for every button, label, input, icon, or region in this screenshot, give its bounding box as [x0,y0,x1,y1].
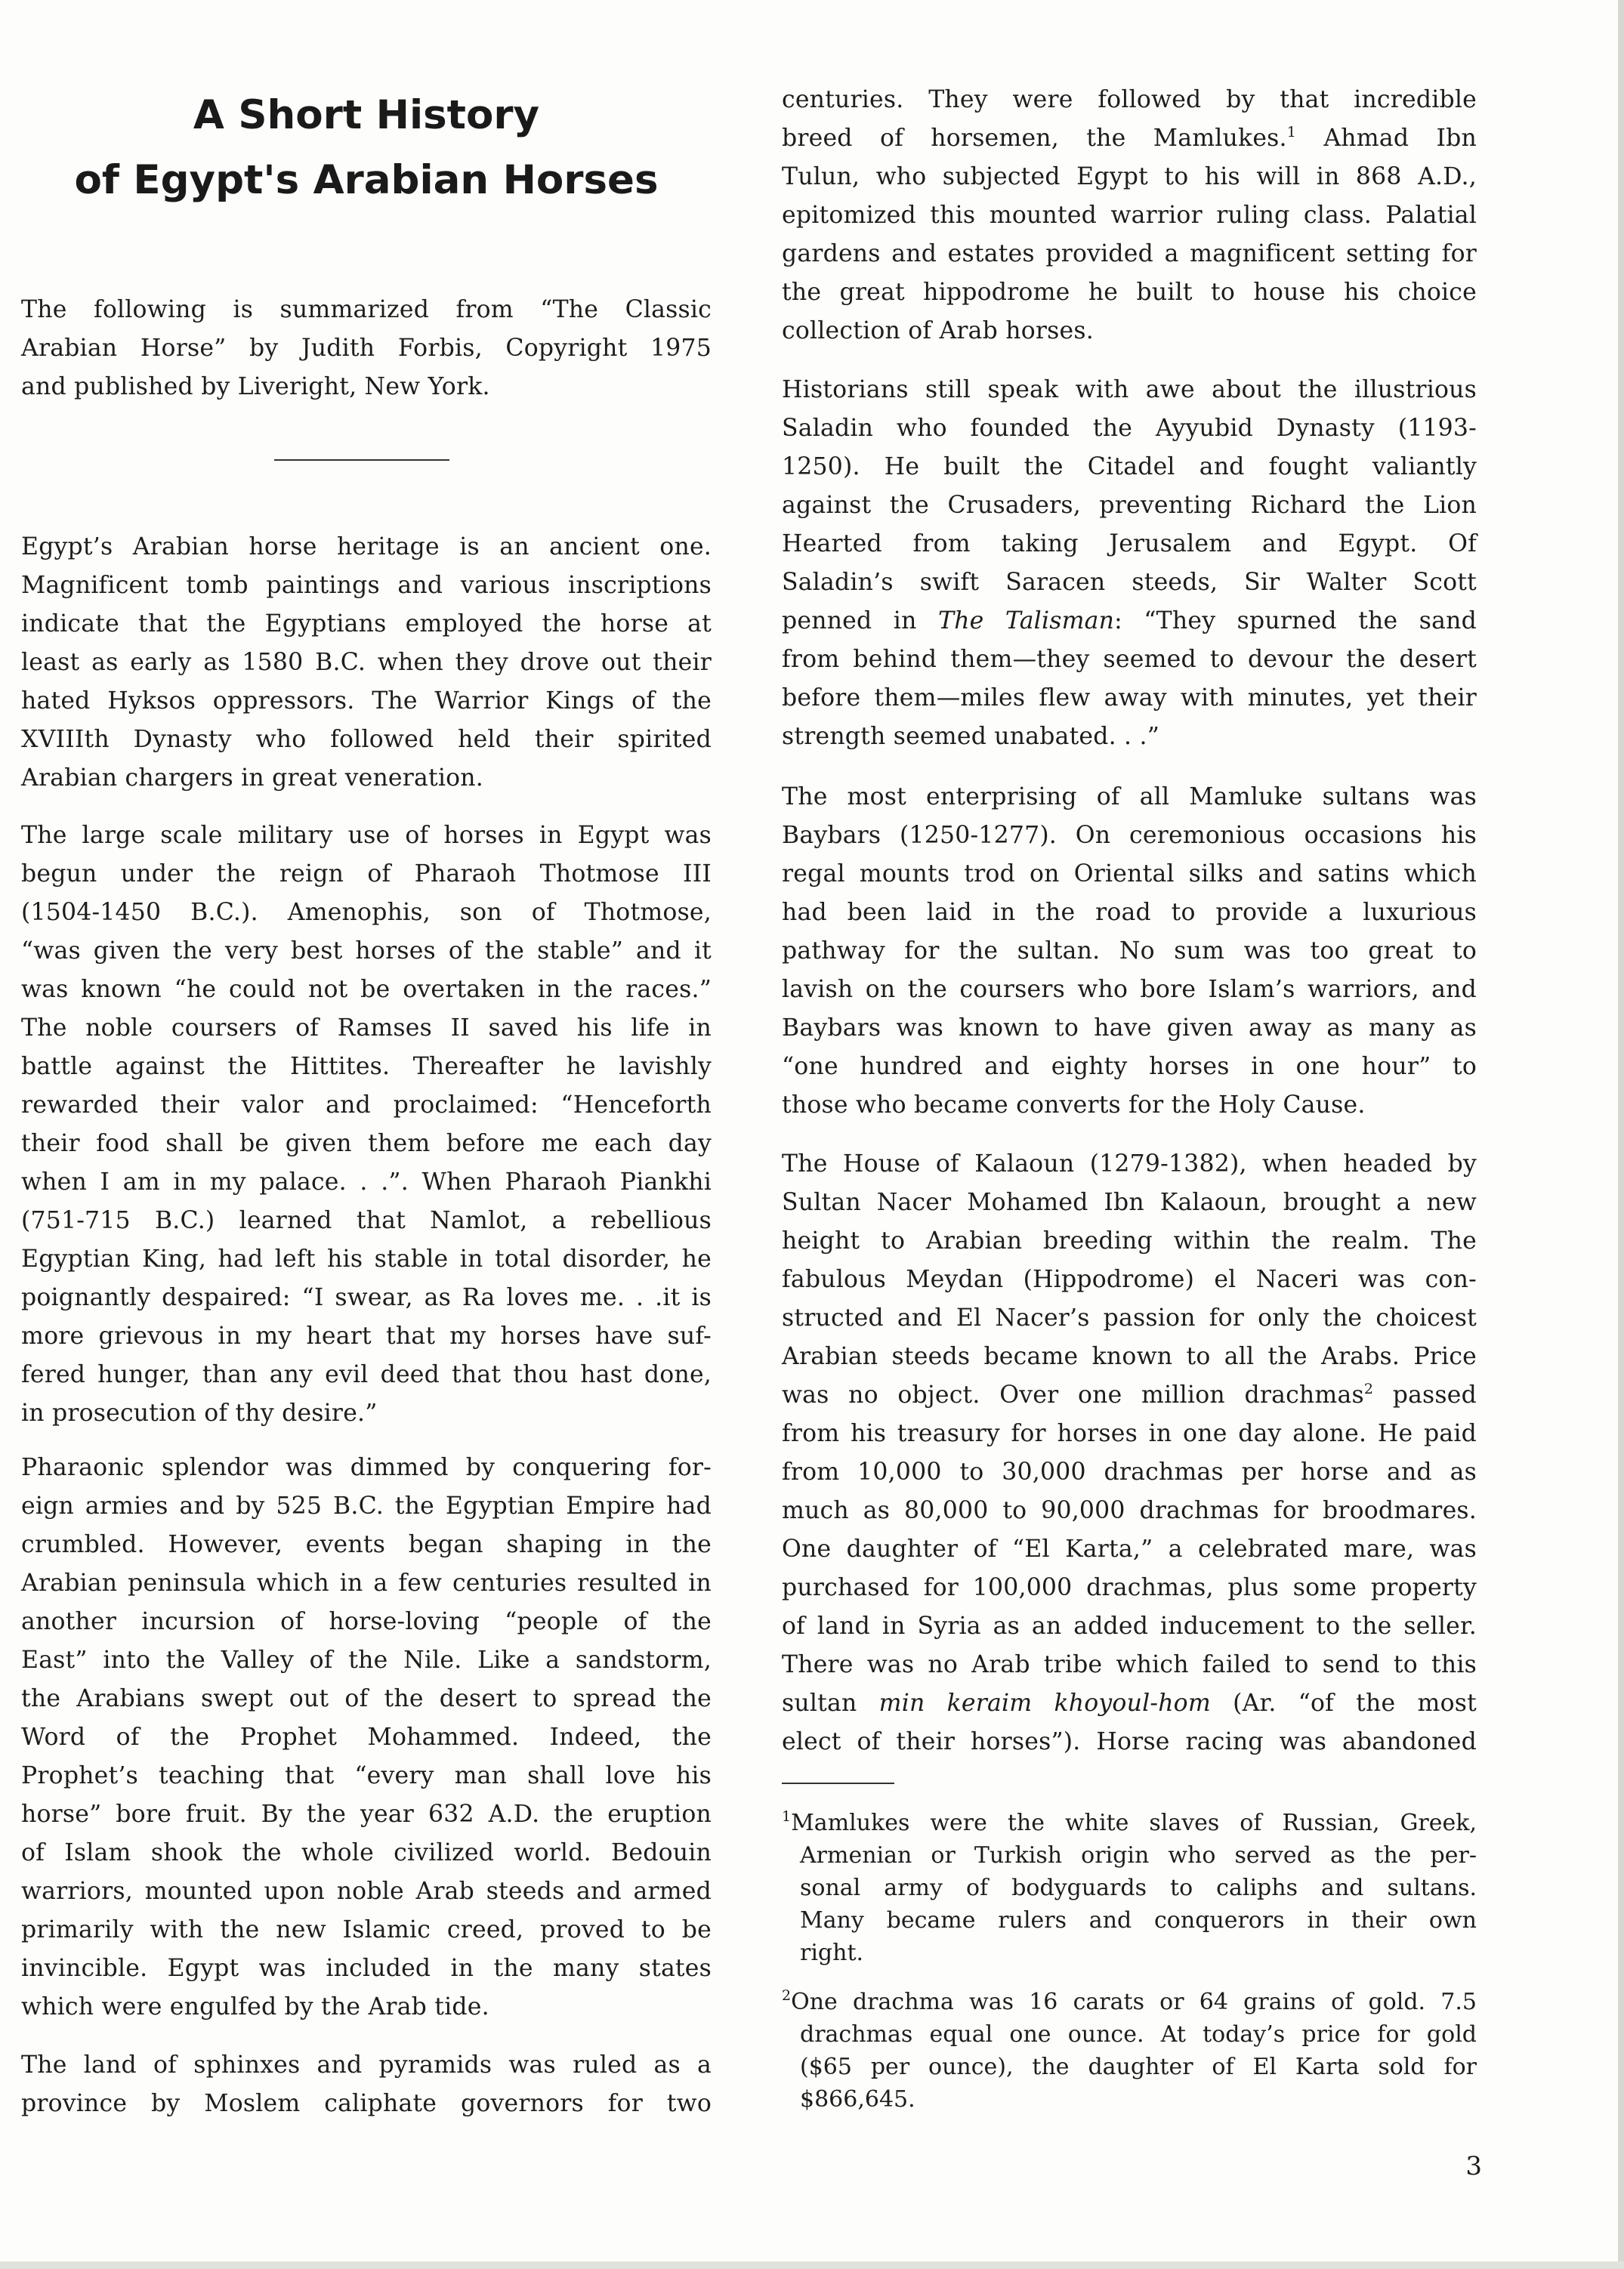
text-line: Armenian or Turkish origin who served as the per- [800,1842,1477,1869]
text-line: gardens and estates provided a magnificent setting for [782,240,1477,267]
text-line: The noble coursers of Ramses II saved his life in [21,1014,712,1042]
text-line: fabulous Meydan (Hippodrome) el Naceri was con- [782,1266,1477,1293]
section-divider [274,459,449,461]
text-line: Egypt’s Arabian horse heritage is an ancient one. [21,533,712,560]
text-line: indicate that the Egyptians employed the horse at [21,610,712,637]
text-line: when I am in my palace. . .”. When Pharaoh Piankhi [21,1168,712,1196]
text-line: Saladin’s swift Saracen steeds, Sir Walter Scott [782,569,1477,596]
paragraph-heritage [21,528,712,798]
text-line: the great hippodrome he built to house his choice [782,279,1477,306]
paragraph-sphinxes [21,2046,712,2123]
text-line: warriors, mounted upon noble Arab steeds and armed [21,1878,712,1905]
text-line: of land in Syria as an added inducement to the seller. [782,1613,1477,1640]
text-line: more grievous in my heart that my horses have suf- [21,1323,712,1350]
paragraph-pharaohs [21,817,712,1433]
text-line: pathway for the sultan. No sum was too great to [782,937,1477,965]
text-line: Prophet’s teaching that “every man shall love his [21,1762,712,1789]
text-line: drachmas equal one ounce. At today’s price for gold [800,2021,1477,2048]
text-line: purchased for 100,000 drachmas, plus some property [782,1574,1477,1601]
text-line: from behind them—they seemed to devour the desert [782,646,1477,673]
text-line: Word of the Prophet Mohammed. Indeed, the [21,1724,712,1751]
title-line-2: of Egypt's Arabian Horses [74,157,659,203]
text-line: The land of sphinxes and pyramids was ruled as a [21,2051,712,2079]
paragraph-baybars [782,778,1477,1125]
text-line: Historians still speak with awe about the illustrious [782,376,1477,403]
text-line: 1250). He built the Citadel and fought valiantly [782,453,1477,480]
text-line: Sultan Nacer Mohamed Ibn Kalaoun, brought a new [782,1189,1477,1216]
text-line: province by Moslem caliphate governors for two [21,2090,712,2117]
text-line: had been laid in the road to provide a luxurious [782,899,1477,926]
text-line: regal mounts trod on Oriental silks and satins which [782,860,1477,888]
arabic-phrase: min keraim khoyoul-hom [878,1690,1211,1717]
text-line [782,1986,1477,2018]
text-line: poignantly despaired: “I swear, as Ra loves me. . .it is [21,1284,712,1311]
text-line: from 10,000 to 30,000 drachmas per horse and as [782,1459,1477,1486]
text-line: Pharaonic splendor was dimmed by conquering for- [21,1454,712,1481]
text-line: $866,645. [800,2086,915,2113]
text-line: The large scale military use of horses in Egypt was [21,822,712,849]
source-note [21,291,712,406]
text-line: centuries. They were followed by that incredible [782,86,1477,113]
text-line: from his treasury for horses in one day alone. He paid [782,1420,1477,1447]
text-line: right. [800,1940,864,1966]
text-line: The House of Kalaoun (1279-1382), when headed by [782,1150,1477,1178]
page-edge [0,2261,1624,2269]
text-run: Mamlukes were the white slaves of Russian, Greek, [791,1810,1477,1836]
text-line: Arabian Horse” by Judith Forbis, Copyright 1975 [21,335,712,362]
text-line: There was no Arab tribe which failed to send to this [782,1651,1477,1678]
text-line: epitomized this mounted warrior ruling class. Palatial [782,202,1477,229]
text-line: rewarded their valor and proclaimed: “Henceforth [21,1091,712,1119]
text-line: ($65 per ounce), the daughter of El Karta sold for [800,2054,1477,2080]
text-line: their food shall be given them before me each day [21,1130,712,1157]
text-line: The following is summarized from “The Classic [21,296,712,323]
text-run: : “They spurned the sand [1114,607,1477,634]
text-line: strength seemed unabated. . .” [782,723,1160,750]
text-line: lavish on the coursers who bore Islam’s warriors, and [782,976,1477,1003]
text-line: fered hunger, than any evil deed that thou hast done, [21,1361,712,1388]
text-run: was no object. Over one million drachmas [782,1381,1364,1409]
text-line [782,119,1477,158]
text-line: hated Hyksos oppressors. The Warrior Kings of the [21,687,712,715]
text-run: (Ar. “of the most [1210,1690,1477,1717]
footnote-1 [782,1807,1477,1969]
text-line: Many became rulers and conquerors in their own [800,1907,1477,1934]
text-line: much as 80,000 to 90,000 drachmas for broodmares. [782,1497,1477,1524]
text-line: Baybars was known to have given away as many as [782,1014,1477,1042]
text-line: The most enterprising of all Mamluke sultans was [782,783,1477,810]
footnote-divider [782,1783,894,1784]
article-title [21,83,712,213]
text-line: and published by Liveright, New York. [21,373,490,400]
text-line: against the Crusaders, preventing Richard the Lion [782,492,1477,519]
footnote-ref-1[interactable]: 1 [1286,124,1297,140]
text-line: those who became converts for the Holy Cause. [782,1091,1366,1119]
text-line: Egyptian King, had left his stable in total disorder, he [21,1246,712,1273]
text-line: height to Arabian breeding within the realm. The [782,1227,1477,1255]
text-line [782,1684,1477,1723]
text-line [782,602,1477,641]
text-line: Arabian chargers in great veneration. [21,764,484,792]
text-run: One drachma was 16 carats or 64 grains of gold. 7.5 [791,1989,1477,2015]
text-run: sultan [782,1690,879,1717]
text-line: One daughter of “El Karta,” a celebrated mare, was [782,1536,1477,1563]
text-line: crumbled. However, events began shaping in the [21,1531,712,1558]
page-number: 3 [1465,2151,1482,2181]
text-line: XVIIIth Dynasty who followed held their spirited [21,726,712,753]
text-line: (751-715 B.C.) learned that Namlot, a rebellious [21,1207,712,1234]
page-edge [1618,0,1624,2269]
title-line-1: A Short History [193,92,540,138]
text-line: sonal army of bodyguards to caliphs and sultans. [800,1875,1477,1901]
text-line: structed and El Nacer’s passion for only the choicest [782,1304,1477,1332]
text-line: begun under the reign of Pharaoh Thotmose III [21,860,712,888]
text-line: before them—miles flew away with minutes, yet their [782,684,1477,712]
text-line: “was given the very best horses of the stable” and it [21,937,712,965]
text-run: penned in [782,607,938,634]
text-line: Hearted from taking Jerusalem and Egypt. Of [782,530,1477,557]
text-line: of Islam shook the whole civilized world. Bedouin [21,1839,712,1866]
paragraph-saladin [782,371,1477,756]
text-line: Arabian peninsula which in a few centuries resulted in [21,1570,712,1597]
text-line: (1504-1450 B.C.). Amenophis, son of Thotmose, [21,899,712,926]
text-line: Magnificent tomb paintings and various inscriptions [21,572,712,599]
text-line: invincible. Egypt was included in the many states [21,1955,712,1982]
text-line: the Arabians swept out of the desert to spread the [21,1685,712,1712]
text-line: was known “he could not be overtaken in the races.” [21,976,712,1003]
text-run: breed of horsemen, the Mamlukes. [782,125,1287,152]
text-line: Baybars (1250-1277). On ceremonious occasions his [782,822,1477,849]
footnote-ref-2[interactable]: 2 [1363,1381,1374,1397]
text-line: Arabian steeds became known to all the Arabs. Price [782,1343,1477,1370]
text-line: Tulun, who subjected Egypt to his will in 868 A.D., [782,163,1477,190]
text-line: in prosecution of thy desire.” [21,1400,378,1427]
text-line: horse” bore fruit. By the year 632 A.D. the eruption [21,1801,712,1828]
text-line: eign armies and by 525 B.C. the Egyptian Empire had [21,1493,712,1520]
text-line: Saladin who founded the Ayyubid Dynasty (1193- [782,415,1477,442]
footnote-mark: 1 [782,1808,792,1825]
text-line: elect of their horses”). Horse racing was abandoned [782,1728,1477,1755]
text-run: passed [1373,1381,1477,1409]
text-line: “one hundred and eighty horses in one hour” to [782,1053,1477,1080]
book-title: The Talisman [937,607,1115,634]
text-line: East” into the Valley of the Nile. Like a sandstorm, [21,1647,712,1674]
text-line: battle against the Hittites. Thereafter he lavishly [21,1053,712,1080]
text-line: least as early as 1580 B.C. when they drove out their [21,649,712,676]
paragraph-kalaoun [782,1145,1477,1761]
text-line [782,1807,1477,1839]
text-line: collection of Arab horses. [782,317,1094,344]
footnote-2 [782,1986,1477,2116]
footnote-mark: 2 [782,1987,792,2004]
text-line: another incursion of horse-loving “people of the [21,1608,712,1635]
text-run: Ahmad Ibn [1296,125,1477,152]
paragraph-islam [21,1449,712,2027]
text-line: primarily with the new Islamic creed, proved to be [21,1916,712,1943]
text-line: which were engulfed by the Arab tide. [21,1993,489,2020]
text-line [782,1376,1477,1415]
paragraph-mamlukes [782,81,1477,350]
